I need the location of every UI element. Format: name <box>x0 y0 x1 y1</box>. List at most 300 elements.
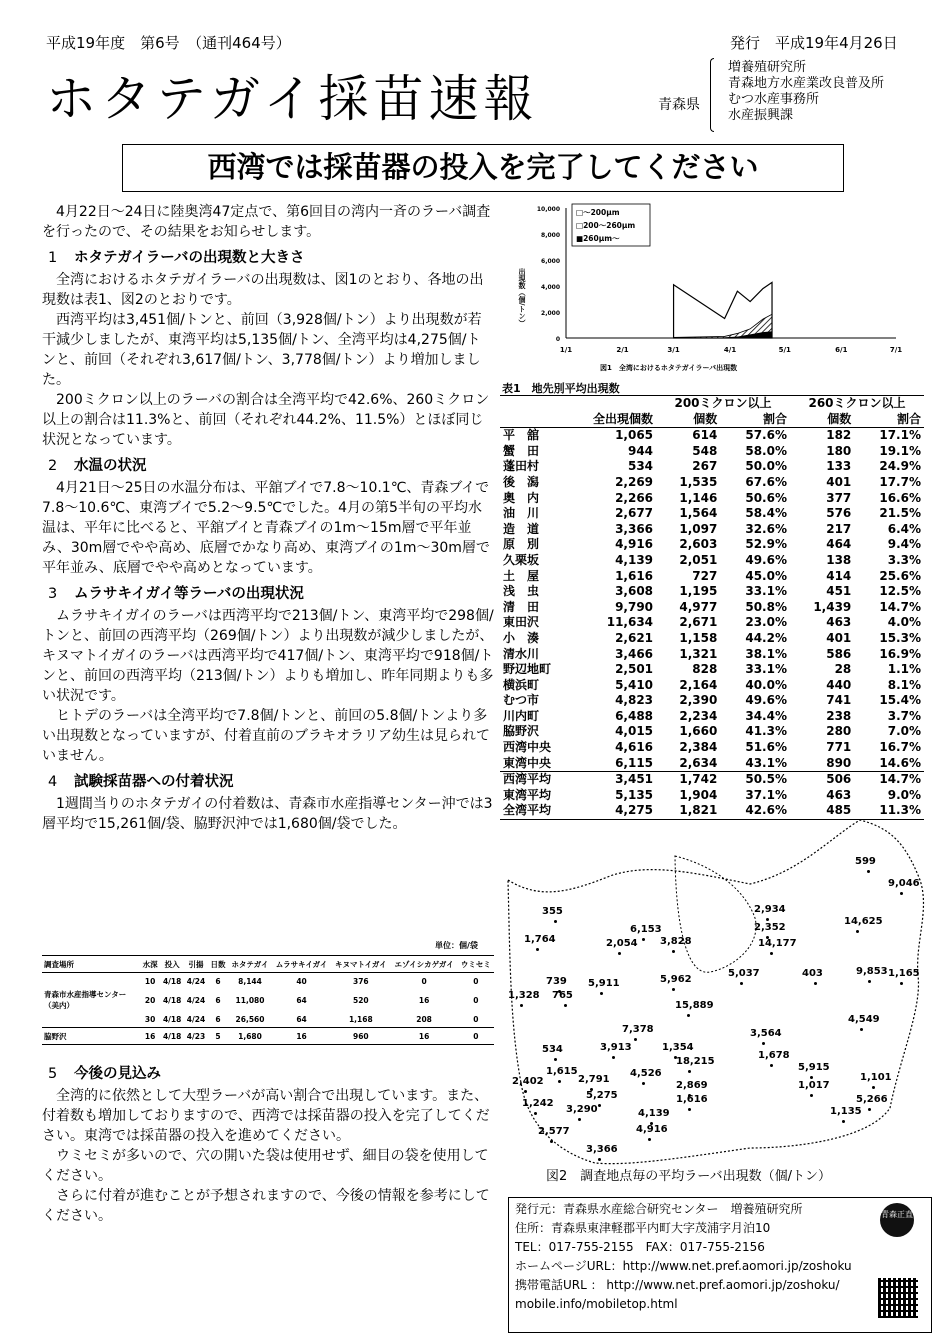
station-dot <box>618 952 621 955</box>
station-value: 1,678 <box>758 1050 790 1061</box>
station-dot <box>687 1014 690 1017</box>
station-value: 3,913 <box>600 1042 632 1053</box>
station-value: 765 <box>552 990 573 1001</box>
x-tick-label: 6/1 <box>835 346 848 354</box>
table-cell: 16.9% <box>879 646 921 661</box>
station-value: 3,564 <box>750 1028 782 1039</box>
y-tick-label: 8,000 <box>541 232 560 239</box>
legend-entry: □200～260μm <box>576 221 636 230</box>
table-cell: 3,451 <box>615 772 654 787</box>
table-cell: 32.6% <box>745 521 787 536</box>
table-cell: 440 <box>826 677 852 692</box>
table-cell: 3,366 <box>615 521 654 536</box>
station-value: 18,215 <box>676 1056 715 1067</box>
table-cell: 506 <box>826 772 852 787</box>
table-cell: 1,065 <box>615 428 654 443</box>
y-tick-label: 10,000 <box>536 206 560 213</box>
table-cell: 1,535 <box>679 474 718 489</box>
table-cell: 5,410 <box>615 677 654 692</box>
station-dot <box>868 1108 871 1111</box>
station-dot <box>900 982 903 985</box>
y-axis-label: 出現数（個/トン） <box>518 268 526 327</box>
station-value: 14,625 <box>844 916 883 927</box>
table-header-row: 調査場所 水深 投入 引揚 日数 ホタテガイ ムラサキイガイ キヌマトイガイ エゾイシカゲガイ ウミセミ <box>42 956 494 973</box>
qr-code <box>878 1278 918 1318</box>
table-cell: 9.4% <box>887 537 921 552</box>
table-cell: 182 <box>826 428 852 443</box>
table-cell: 217 <box>826 521 852 536</box>
station-dot <box>814 982 817 985</box>
row-label: 全湾平均 <box>503 803 552 818</box>
issuer-orgs <box>728 60 884 124</box>
address-line: 住所：青森県東津軽郡平内町大字茂浦字月泊10 <box>515 1221 771 1235</box>
table-cell: 485 <box>826 803 852 818</box>
table-cell: 2,051 <box>679 552 718 567</box>
station-dot <box>688 1070 691 1073</box>
table-row <box>500 428 924 444</box>
table-cell: 401 <box>826 474 852 489</box>
table-cell: 33.1% <box>745 584 787 599</box>
row-label: 清水川 <box>503 646 540 661</box>
table-cell: 16.7% <box>879 740 921 755</box>
row-label: 東湾平均 <box>503 787 552 802</box>
table-cell: 38.1% <box>745 646 787 661</box>
station-value: 3,366 <box>586 1144 618 1155</box>
table-cell: 2,634 <box>679 755 718 770</box>
station-dot <box>642 938 645 941</box>
station-value: 739 <box>546 976 567 987</box>
table-row <box>500 647 924 663</box>
table-cell: 1,564 <box>679 506 718 521</box>
table-row <box>500 662 924 678</box>
larvae-chart <box>500 198 920 380</box>
table-cell: 1,146 <box>679 490 718 505</box>
row-label: 西湾平均 <box>503 772 552 787</box>
table-cell: 1,742 <box>679 772 718 787</box>
phone-line: TEL：017-755-2155 FAX：017-755-2156 <box>515 1240 765 1254</box>
table-cell: 37.1% <box>745 787 787 802</box>
table-row <box>500 506 924 522</box>
row-label: 久栗坂 <box>503 552 540 567</box>
table-cell: 4,015 <box>615 724 654 739</box>
section-3-para: ムラサキイガイのラーバは西湾平均で213個/トン、東湾平均で298個/トンと、前回の西湾平均（269個/トン）より出現数が減少しましたが、キヌマトイガイのラーバは西湾平均で417個/トン、東湾平均で918個/トンと、前回の西湾平均（213個/トン）よりも増加し、昨年同期よりも多い状況です。 <box>42 608 494 704</box>
legend-entry: ■260μm～ <box>576 234 620 243</box>
mobile-url-cont: mobile.info/mobiletop.html <box>515 1297 678 1311</box>
station-dot <box>762 1042 765 1045</box>
station-value: 2,934 <box>754 904 786 915</box>
headline-box <box>122 144 844 192</box>
table-cell: 45.0% <box>745 568 787 583</box>
section-5-heading: 5 今後の見込み <box>48 1066 161 1082</box>
station-dot <box>900 892 903 895</box>
station-dot <box>642 1082 645 1085</box>
table-cell: 52.9% <box>745 537 787 552</box>
table-cell: 11,634 <box>606 615 654 630</box>
table-cell: 67.6% <box>745 474 787 489</box>
station-dot <box>600 992 603 995</box>
row-label: 川内町 <box>503 708 540 723</box>
table-cell: 15.3% <box>879 630 921 645</box>
table-cell: 2,603 <box>679 537 718 552</box>
table-cell: 463 <box>826 615 852 630</box>
publisher-info <box>508 1197 932 1333</box>
row-label: 蟹 田 <box>503 443 540 458</box>
station-dot <box>598 1158 601 1161</box>
row-label: 原 別 <box>503 537 540 552</box>
station-value: 5,275 <box>586 1090 618 1101</box>
y-tick-label: 0 <box>555 336 560 343</box>
station-dot <box>868 980 871 983</box>
table-cell: 17.7% <box>879 474 921 489</box>
table-cell: 41.3% <box>745 724 787 739</box>
station-dot <box>558 1080 561 1083</box>
station-value: 2,577 <box>538 1126 570 1137</box>
table-cell: 51.6% <box>745 740 787 755</box>
table-cell: 451 <box>826 584 852 599</box>
station-dot <box>554 1058 557 1061</box>
row-label: 浅 虫 <box>503 584 540 599</box>
table-cell: 12.5% <box>879 584 921 599</box>
station-value: 2,054 <box>606 938 638 949</box>
row-label: 西湾中央 <box>503 740 552 755</box>
section-5-para: さらに付着が進むことが予想されますので、今後の情報を参考にしてください。 <box>42 1188 490 1224</box>
table-cell: 14.6% <box>879 755 921 770</box>
table-cell: 34.4% <box>745 708 787 723</box>
row-label: 平 舘 <box>503 428 540 443</box>
station-dot <box>648 1138 651 1141</box>
table-cell: 727 <box>692 568 718 583</box>
table-row <box>500 740 924 756</box>
chart-title: 図1 全湾におけるホタテガイラーバ出現数 <box>600 364 738 372</box>
table-cell: 2,234 <box>679 708 718 723</box>
table-cell: 2,501 <box>615 662 654 677</box>
table-row <box>500 756 924 772</box>
station-value: 403 <box>802 968 823 979</box>
station-value: 4,916 <box>636 1124 668 1135</box>
map-caption: 図2 調査地点毎の平均ラーバ出現数（個/トン） <box>546 1169 832 1184</box>
station-dot <box>867 870 870 873</box>
table-row <box>500 615 924 631</box>
table-row <box>500 444 924 460</box>
table-cell: 280 <box>826 724 852 739</box>
table-cell: 9,790 <box>615 599 654 614</box>
station-dot <box>860 1028 863 1031</box>
station-value: 4,549 <box>848 1014 880 1025</box>
station-dot <box>810 1076 813 1079</box>
table-cell: 4,916 <box>615 537 654 552</box>
table-cell: 267 <box>692 459 718 474</box>
table-cell: 42.6% <box>745 803 787 818</box>
section-1-para: 200ミクロン以上のラーバの割合は全湾平均で42.6%、260ミクロン以上の割合は11.3%と、前回（それぞれ44.2%、11.5%）とほぼ同じ状況となっています。 <box>42 392 490 448</box>
table-cell: 463 <box>826 787 852 802</box>
table-cell: 4,823 <box>615 693 654 708</box>
station-value: 1,165 <box>888 968 920 979</box>
table-row <box>500 772 924 788</box>
org-item: 増養殖研究所 <box>728 60 807 75</box>
station-dot <box>520 1004 523 1007</box>
table-cell: 5,135 <box>615 787 654 802</box>
table-cell: 828 <box>692 662 718 677</box>
station-dot <box>766 918 769 921</box>
table-cell: 2,269 <box>615 474 654 489</box>
table-cell: 3.3% <box>887 552 921 567</box>
table-cell: 57.6% <box>745 428 787 443</box>
table-cell: 8.1% <box>887 677 921 692</box>
station-value: 1,135 <box>830 1106 862 1117</box>
table-cell: 890 <box>826 755 852 770</box>
org-item: むつ水産事務所 <box>728 92 820 107</box>
org-item: 青森地方水産業改良普及所 <box>728 76 885 91</box>
station-dot <box>524 1090 527 1093</box>
station-dot <box>536 948 539 951</box>
station-value: 4,139 <box>638 1108 670 1119</box>
table-cell: 4,139 <box>615 552 654 567</box>
org-item: 水産振興課 <box>728 108 794 123</box>
table-row: 脇野沢 16 4/18 4/23 5 1,680 16 960 16 0 <box>44 1031 479 1041</box>
outlook-section <box>42 1058 494 1226</box>
x-tick-label: 2/1 <box>616 346 629 354</box>
station-value: 14,177 <box>758 938 797 949</box>
table-cell: 11.3% <box>879 803 921 818</box>
table-cell: 2,671 <box>679 615 718 630</box>
row-label: 東田沢 <box>503 615 540 630</box>
table-cell: 58.0% <box>745 443 787 458</box>
section-5-para: ウミセミが多いので、穴の開いた袋は使用せず、細目の袋を使用してください。 <box>42 1148 489 1184</box>
table-cell: 3.7% <box>887 708 921 723</box>
table-row <box>500 475 924 491</box>
table-cell: 1,439 <box>813 599 852 614</box>
table-cell: 180 <box>826 443 852 458</box>
newsletter-title: ホタテガイ採苗速報 <box>46 70 539 128</box>
issue-number: 平成19年度 第6号 （通刊464号） <box>46 34 291 52</box>
table-header-row: 全出現個数 個数 割合 個数 割合 <box>500 412 924 428</box>
table-row: 30 4/18 4/24 6 26,560 64 1,168 208 0 <box>42 1011 494 1028</box>
table-row: 青森市水産指導センター（美内） 20 4/18 4/24 6 11,080 64 520 16 0 <box>44 990 479 1010</box>
station-value: 1,615 <box>546 1066 578 1077</box>
station-value: 5,266 <box>856 1094 888 1105</box>
table1-title: 表1 地先別平均出現数 <box>502 382 620 395</box>
station-value: 7,378 <box>622 1024 654 1035</box>
table-cell: 40.0% <box>745 677 787 692</box>
mobile-url: 携帯電話URL ： http://www.net.pref.aomori.jp/zoshoku/ <box>515 1278 840 1292</box>
table-cell: 2,390 <box>679 693 718 708</box>
station-dot <box>672 988 675 991</box>
station-value: 2,869 <box>676 1080 708 1091</box>
table-cell: 43.1% <box>745 755 787 770</box>
station-dot <box>550 1140 553 1143</box>
row-label: 後 潟 <box>503 474 540 489</box>
row-label: 土 屋 <box>503 568 540 583</box>
table-row <box>500 569 924 585</box>
table-cell: 614 <box>692 428 718 443</box>
org-bracket <box>710 58 714 132</box>
chart-legend <box>572 204 650 246</box>
table-cell: 1.1% <box>887 662 921 677</box>
table-cell: 50.5% <box>745 772 787 787</box>
larvae-table <box>500 395 924 820</box>
station-dot <box>770 952 773 955</box>
station-dot <box>688 1108 691 1111</box>
station-value: 5,911 <box>588 978 620 989</box>
table-cell: 28 <box>834 662 852 677</box>
station-value: 6,153 <box>630 924 662 935</box>
section-4-heading: 4 試験採苗器への付着状況 <box>48 774 234 790</box>
x-tick-label: 4/1 <box>723 346 737 354</box>
station-dot <box>634 1038 637 1041</box>
row-label: 造 道 <box>503 521 540 536</box>
station-dot <box>740 982 743 985</box>
table-row <box>500 631 924 647</box>
section-1-heading: 1 ホタテガイラーバの出現数と大きさ <box>48 250 305 266</box>
table-row <box>500 584 924 600</box>
table-cell: 21.5% <box>879 506 921 521</box>
table-cell: 6,115 <box>615 755 654 770</box>
table-cell: 19.1% <box>879 443 921 458</box>
table-group-row: 200ミクロン以上 260ミクロン以上 <box>500 396 924 412</box>
table-cell: 414 <box>826 568 852 583</box>
table-cell: 238 <box>826 708 852 723</box>
station-value: 534 <box>542 1044 563 1055</box>
table-cell: 1,616 <box>615 568 654 583</box>
station-value: 1,101 <box>860 1072 892 1083</box>
x-tick-label: 5/1 <box>778 346 791 354</box>
x-tick-label: 7/1 <box>889 346 903 354</box>
table-cell: 23.0% <box>745 615 787 630</box>
table-cell: 1,821 <box>679 803 718 818</box>
table-cell: 1,158 <box>679 630 718 645</box>
table-cell: 1,660 <box>679 724 718 739</box>
table-cell: 4,275 <box>615 803 654 818</box>
station-value: 1,242 <box>522 1098 554 1109</box>
station-value: 5,915 <box>798 1062 830 1073</box>
prefecture-label: 青森県 <box>658 97 700 113</box>
row-label: 清 田 <box>503 599 540 614</box>
headline-text: 西湾では採苗器の投入を完了してください <box>207 150 759 184</box>
table-cell: 2,621 <box>615 630 654 645</box>
table-cell: 6.4% <box>887 521 921 536</box>
settlement-table <box>42 955 494 1045</box>
row-label: 小 湊 <box>503 630 540 645</box>
table-cell: 586 <box>826 646 852 661</box>
table2-unit: 単位：個/袋 <box>435 941 478 950</box>
table-cell: 548 <box>692 443 718 458</box>
seal-logo: 青森正直 <box>880 1203 914 1237</box>
station-value: 355 <box>542 906 563 917</box>
section-1-para: 西湾平均は3,451個/トンと、前回（3,928個/トン）より出現数が若干減少しましたが、東湾平均は5,135個/トン、全湾平均は4,275個/トンと、前回（それぞれ3,617個/トン、3,778個/トン）より増加しました。 <box>42 312 482 388</box>
section-5-para: 全湾的に依然として大型ラーバが高い割合で出現しています。また、付着数も増加しておりますので、西湾では採苗器の投入を完了してください。東湾では採苗器の投入を進めてください。 <box>42 1088 490 1144</box>
table-cell: 464 <box>826 537 852 552</box>
table-cell: 401 <box>826 630 852 645</box>
station-value: 2,352 <box>754 922 786 933</box>
station-value: 1,764 <box>524 934 556 945</box>
table-cell: 1,195 <box>679 584 718 599</box>
table-cell: 377 <box>826 490 852 505</box>
table-row <box>500 553 924 569</box>
table-row <box>500 537 924 553</box>
table-cell: 7.0% <box>887 724 921 739</box>
main-article <box>42 202 494 834</box>
intro-paragraph: 4月22日～24日に陸奥湾47定点で、第6回目の湾内一斉のラーバ調査を行ったので、その結果をお知らせします。 <box>42 204 491 240</box>
table-row <box>500 724 924 740</box>
table-row <box>500 693 924 709</box>
table-cell: 50.8% <box>745 599 787 614</box>
bay-map <box>500 818 930 1184</box>
section-1-para: 全湾におけるホタテガイラーバの出現数は、図1のとおり、各地の出現数は表1、図2のとおりです。 <box>42 272 484 308</box>
section-3-para: ヒトデのラーバは全湾平均で7.8個/トンと、前回の5.8個/トンより多い出現数となっていますが、付着直前のブラキオラリア幼生は見られていません。 <box>42 708 490 764</box>
table-cell: 44.2% <box>745 630 787 645</box>
section-2-para: 4月21日～25日の水温分布は、平舘ブイで7.8～10.1℃、青森ブイで7.8～10.6℃、東湾ブイで5.2～9.5℃でした。4月の第5半旬の平均水温は、平年に比べると、平舘ブイと青森ブイの1m～15m層で平年並み、30m層でやや高め、底層でかなり高め、東湾ブイの1m～30m層で平年並み、底層でやや高めとなっています。 <box>42 480 490 576</box>
table-row <box>500 459 924 475</box>
table-cell: 576 <box>826 506 852 521</box>
table-cell: 771 <box>826 740 852 755</box>
table-cell: 944 <box>627 443 654 458</box>
table-cell: 14.7% <box>879 772 921 787</box>
publish-date: 発行 平成19年4月26日 <box>730 34 898 52</box>
section-2-heading: 2 水温の状況 <box>48 458 147 474</box>
table-cell: 50.0% <box>745 459 787 474</box>
station-dot <box>578 1118 581 1121</box>
station-value: 3,290 <box>566 1104 598 1115</box>
table-cell: 16.6% <box>879 490 921 505</box>
table-cell: 14.7% <box>879 599 921 614</box>
y-tick-label: 4,000 <box>541 284 560 291</box>
table-row <box>500 600 924 616</box>
row-label: 横浜町 <box>503 677 540 692</box>
table-cell: 2,384 <box>679 740 718 755</box>
station-value: 4,526 <box>630 1068 662 1079</box>
table-cell: 1,904 <box>679 787 718 802</box>
table-row: 10 4/18 4/24 6 8,144 40 376 0 0 <box>144 976 479 986</box>
table-cell: 4,977 <box>679 599 718 614</box>
station-dot <box>554 920 557 923</box>
station-value: 1,354 <box>662 1042 694 1053</box>
table-cell: 2,677 <box>615 506 654 521</box>
section-3-heading: 3 ムラサキイガイ等ラーバの出現状況 <box>48 586 304 602</box>
table-cell: 58.4% <box>745 506 787 521</box>
station-value: 1,017 <box>798 1080 830 1091</box>
table-cell: 534 <box>627 459 654 474</box>
table-cell: 9.0% <box>887 787 921 802</box>
table-cell: 741 <box>826 693 852 708</box>
station-dot <box>810 1094 813 1097</box>
homepage-url: ホームページURL：http://www.net.pref.aomori.jp/zoshoku <box>515 1259 852 1273</box>
station-value: 9,046 <box>888 878 920 889</box>
station-value: 5,037 <box>728 968 760 979</box>
station-value: 9,853 <box>856 966 888 977</box>
row-label: 奥 内 <box>503 490 540 505</box>
table-cell: 50.6% <box>745 490 787 505</box>
publisher-line: 発行元：青森県水産総合研究センター 増養殖研究所 <box>515 1202 803 1216</box>
table-cell: 49.6% <box>745 693 787 708</box>
row-label: 油 川 <box>503 506 540 521</box>
table-cell: 24.9% <box>879 459 921 474</box>
station-dot <box>534 1112 537 1115</box>
station-dot <box>842 1120 845 1123</box>
station-dot <box>856 930 859 933</box>
row-label: 脇野沢 <box>503 724 540 739</box>
table-row <box>500 522 924 538</box>
station-value: 2,402 <box>512 1076 544 1087</box>
row-label: むつ市 <box>503 693 540 708</box>
station-value: 3,828 <box>660 936 692 947</box>
station-value: 5,962 <box>660 974 692 985</box>
table-cell: 2,266 <box>615 490 654 505</box>
station-value: 1,616 <box>676 1094 708 1105</box>
table-cell: 49.6% <box>745 552 787 567</box>
x-tick-label: 1/1 <box>559 346 573 354</box>
table-cell: 2,164 <box>679 677 718 692</box>
station-value: 2,791 <box>578 1074 610 1085</box>
